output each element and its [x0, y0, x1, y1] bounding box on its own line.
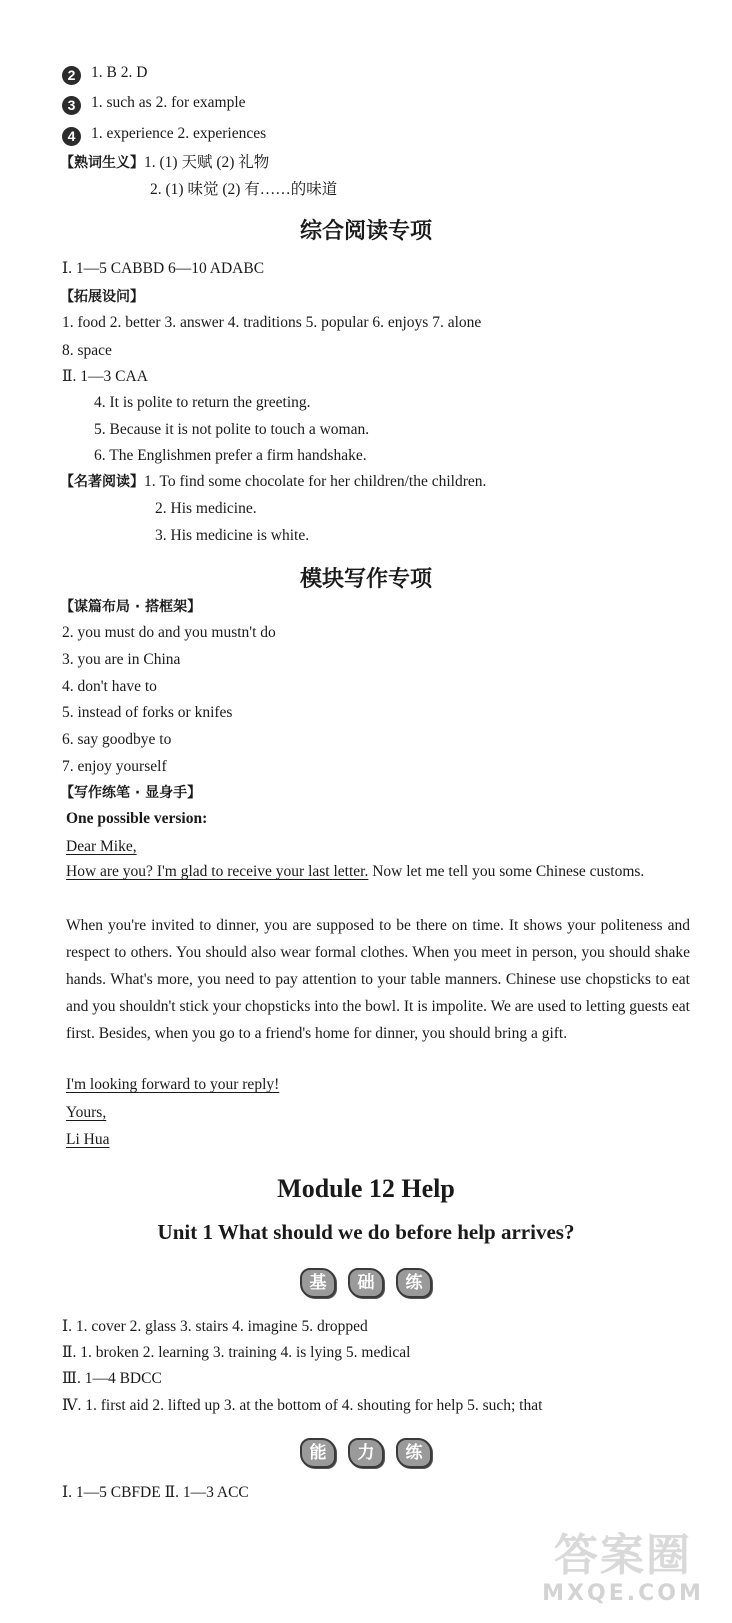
reading-line-6: 5. Because it is not polite to touch a woman.: [94, 421, 370, 438]
badge-char: 力: [348, 1438, 384, 1468]
reading-section-title: 综合阅读专项: [299, 219, 432, 244]
writing-item: 2. you must do and you mustn't do: [62, 624, 276, 641]
writing-section-title: 模块写作专项: [299, 567, 432, 592]
letter-greeting: Dear Mike,: [66, 838, 137, 855]
answer-text: 1. such as 2. for example: [91, 94, 246, 111]
mingzhu-row: [60, 471, 486, 493]
badge-char: 练: [396, 1438, 432, 1468]
reading-line-3: 8. space: [62, 342, 112, 359]
writing-item: 6. say goodbye to: [62, 731, 172, 748]
nengli-line-1: Ⅰ. 1—5 CBFDE Ⅱ. 1—3 ACC: [62, 1484, 249, 1501]
reading-line-4: Ⅱ. 1—3 CAA: [62, 368, 148, 385]
watermark-logo: [528, 1531, 718, 1617]
letter-closing: I'm looking forward to your reply!: [66, 1076, 280, 1093]
jichu-line-1: Ⅰ. 1. cover 2. glass 3. stairs 4. imagine 5. dropped: [62, 1318, 368, 1335]
jichu-line-4: Ⅳ. 1. first aid 2. lifted up 3. at the bottom of 4. shouting for help 5. such; that: [62, 1397, 543, 1414]
circled-number: 3: [62, 96, 81, 115]
letter-name: Li Hua: [66, 1131, 110, 1148]
version-label: One possible version:: [66, 810, 208, 827]
reading-line-2: 1. food 2. better 3. answer 4. traditions 5. popular 6. enjoys 7. alone: [62, 314, 482, 331]
moupian-tag: 【谋篇布局 · 搭框架】: [60, 599, 202, 615]
writing-item: 3. you are in China: [62, 651, 181, 668]
writing-item: 5. instead of forks or knifes: [62, 704, 233, 721]
jichu-badge: [0, 1268, 732, 1298]
watermark-text: 答案圈: [554, 1530, 692, 1581]
reading-line-8: 1. To find some chocolate for her children/the children.: [144, 473, 487, 490]
shuci-tag: 【熟词生义】: [60, 155, 144, 171]
letter-paragraph-1: [66, 858, 690, 885]
shuci-row-1: [60, 152, 269, 174]
badge-char: 练: [396, 1268, 432, 1298]
writing-item: 7. enjoy yourself: [62, 758, 167, 775]
reading-line-5: 4. It is polite to return the greeting.: [94, 394, 311, 411]
jichu-line-3: Ⅲ. 1—4 BDCC: [62, 1370, 162, 1387]
letter-underlined-sentence: How are you? I'm glad to receive your last letter.: [66, 863, 369, 880]
shuci-text-1: 1. (1) 天赋 (2) 礼物: [144, 154, 270, 171]
mingzhu-tag: 【名著阅读】: [60, 474, 144, 490]
letter-paragraph-1-rest: Now let me tell you some Chinese customs.: [368, 863, 645, 880]
reading-line-9: 2. His medicine.: [155, 500, 257, 517]
reading-line-1: Ⅰ. 1—5 CABBD 6—10 ADABC: [62, 260, 265, 277]
unit-title: Unit 1 What should we do before help arrives?: [157, 1220, 575, 1244]
badge-char: 础: [348, 1268, 384, 1298]
letter-yours: Yours,: [66, 1104, 107, 1121]
xiezuo-tag: 【写作练笔 · 显身手】: [60, 785, 202, 801]
answer-row-3: [62, 92, 246, 115]
shuci-text-2: 2. (1) 味觉 (2) 有……的味道: [150, 181, 338, 198]
module-title: Module 12 Help: [277, 1174, 455, 1203]
badge-char: 基: [300, 1268, 336, 1298]
nengli-badge: [0, 1438, 732, 1468]
circled-number: 2: [62, 66, 81, 85]
circled-number: 4: [62, 127, 81, 146]
letter-paragraph-2: When you're invited to dinner, you are supposed to be there on time. It shows your politeness and respect to others. You should also wear formal clothes. When you meet in person, you should shake hands. What's more, you need to pay attention to your table manners. Chinese use chopsticks to eat and you shouldn't stick your chopsticks into the bowl. It is impolite. We are used to letting guests eat first. Besides, when you go to a friend's home for dinner, you should bring a gift.: [66, 917, 690, 1042]
tuozhan-tag: 【拓展设问】: [60, 289, 144, 305]
answer-text: 1. B 2. D: [91, 64, 148, 81]
answer-row-4: [62, 123, 266, 146]
answer-row-2: [62, 62, 147, 85]
answer-text: 1. experience 2. experiences: [91, 125, 267, 142]
badge-char: 能: [300, 1438, 336, 1468]
jichu-line-2: Ⅱ. 1. broken 2. learning 3. training 4. is lying 5. medical: [62, 1344, 411, 1361]
reading-line-7: 6. The Englishmen prefer a firm handshake.: [94, 447, 367, 464]
reading-line-10: 3. His medicine is white.: [155, 527, 310, 544]
watermark-url: MXQE.COM: [542, 1581, 704, 1606]
writing-item: 4. don't have to: [62, 678, 157, 695]
